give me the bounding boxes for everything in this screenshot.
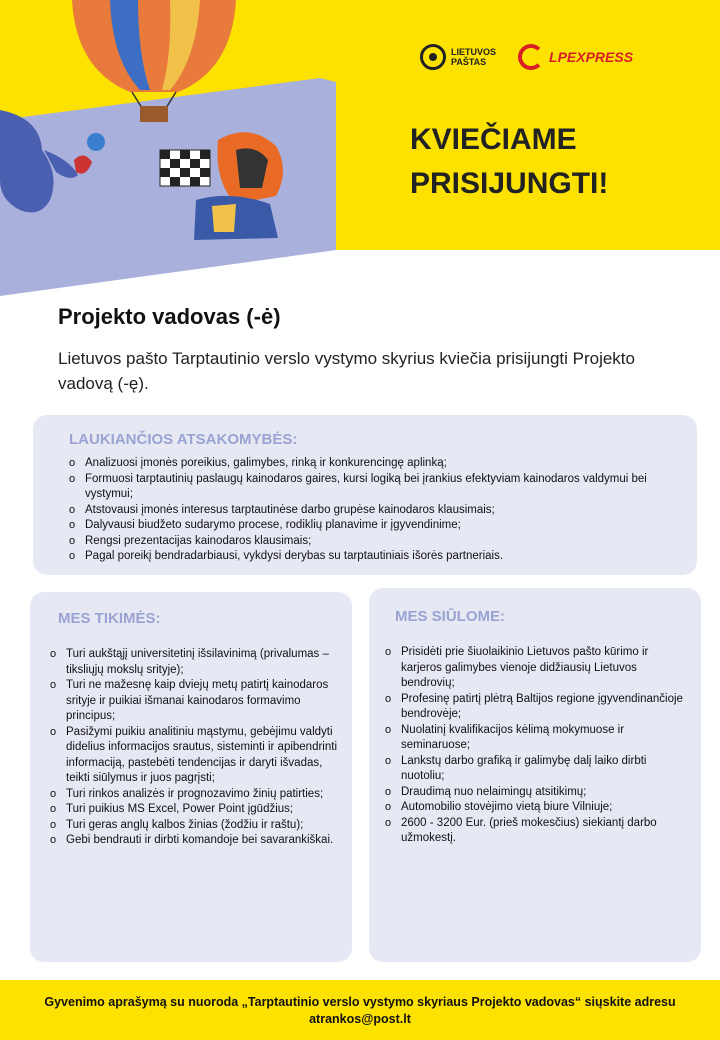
list-item: o Prisidėti prie šiuolaikinio Lietuvos pašto kūrimo ir karjeros galimybes vienoje didžiausių Lietuvos bendrovių;	[385, 645, 689, 692]
lietuvos-pastas-logo	[420, 44, 496, 70]
expectations-panel	[30, 592, 352, 962]
list-item: o Atstovausi įmonės interesus tarptautinėse darbo grupėse kainodaros klausimais;	[69, 503, 677, 519]
lpexpress-ring-icon	[518, 44, 544, 70]
footer	[0, 980, 720, 1040]
headline	[410, 118, 608, 206]
list-item: o Nuolatinį kvalifikacijos kėlimą mokymuose ir seminaruose;	[385, 723, 689, 754]
list-item: o Turi geras anglų kalbos žinias (žodžiu ir raštu);	[50, 818, 340, 834]
list-item: o Formuosi tarptautinių paslaugų kainodaros gaires, kursi logiką bei įrankius efektyviam kainodaros valdymui bei vystymui;	[69, 472, 677, 503]
list-item: o Rengsi prezentacijas kainodaros klausimais;	[69, 534, 677, 550]
list-item: o Analizuosi įmonės poreikius, galimybes, rinką ir konkurencingę aplinką;	[69, 456, 677, 472]
headline-line2: PRISIJUNGTI!	[410, 167, 609, 200]
list-item: o Automobilio stovėjimo vietą biure Vilniuje;	[385, 800, 689, 816]
responsibilities-heading: LAUKIANČIOS ATSAKOMYBĖS:	[69, 431, 298, 448]
footer-email[interactable]: atrankos@post.lt	[309, 1012, 411, 1026]
logo2-text: LPEXPRESS	[549, 49, 634, 65]
list-item: o Turi ne mažesnę kaip dviejų metų patirtį kainodaros srityje ir puikiai išmanai kainodaros formavimo principus;	[50, 678, 340, 725]
horn-icon	[420, 44, 446, 70]
list-item: o Lankstų darbo grafiką ir galimybę dalį laiko dirbti nuotoliu;	[385, 754, 689, 785]
list-item: o Turi aukštąjį universitetinį išsilavinimą (privalumas – tiksliųjų mokslų srityje);	[50, 647, 340, 678]
offers-heading: MES SIŪLOME:	[395, 608, 506, 625]
list-item: o Turi puikius MS Excel, Power Point įgūdžius;	[50, 802, 340, 818]
logos	[420, 44, 633, 70]
lpexpress-logo	[518, 44, 633, 70]
list-item: o Turi rinkos analizės ir prognozavimo žinių patirties;	[50, 787, 340, 803]
list-item: o Pagal poreikį bendradarbiausi, vykdysi derybas su tarptautiniais išorės partneriais.	[69, 549, 677, 565]
list-item: o Dalyvausi biudžeto sudarymo procese, rodiklių planavime ir įgyvendinime;	[69, 518, 677, 534]
headline-line1: KVIEČIAME	[410, 123, 577, 156]
offers-list	[385, 645, 689, 847]
list-item: o Pasižymi puikiu analitiniu mąstymu, gebėjimu valdyti didelius informacijos srautus, sisteminti ir apibendrinti informaciją, pastebėti tendencijas ir daryti išvadas, teikti siūlymus ir juos pagrįsti;	[50, 725, 340, 787]
list-item: o 2600 - 3200 Eur. (prieš mokesčius) siekiantį darbo užmokestį.	[385, 816, 689, 847]
job-title: Projekto vadovas (-ė)	[58, 304, 281, 329]
list-item: o Gebi bendrauti ir dirbti komandoje bei savarankiškai.	[50, 833, 340, 849]
list-item: o Draudimą nuo nelaimingų atsitikimų;	[385, 785, 689, 801]
illustration	[0, 0, 340, 300]
expectations-heading: MES TIKIMĖS:	[58, 610, 161, 627]
logo1-line2: PAŠTAS	[451, 57, 487, 67]
list-item: o Profesinę patirtį plėtrą Baltijos regione įgyvendinančioje bendrovėje;	[385, 692, 689, 723]
job-intro: Lietuvos pašto Tarptautinio verslo vystymo skyrius kviečia prisijungti Projekto vadovą (-ę).	[58, 349, 635, 393]
logo1-line1: LIETUVOS	[451, 47, 497, 57]
footer-text: Gyvenimo aprašymą su nuoroda „Tarptautinio verslo vystymo skyriaus Projekto vadovas“ siųskite adresu	[44, 995, 676, 1009]
offers-panel	[369, 588, 701, 962]
responsibilities-list	[69, 456, 677, 565]
expectations-list	[50, 647, 340, 849]
responsibilities-panel	[33, 415, 697, 575]
